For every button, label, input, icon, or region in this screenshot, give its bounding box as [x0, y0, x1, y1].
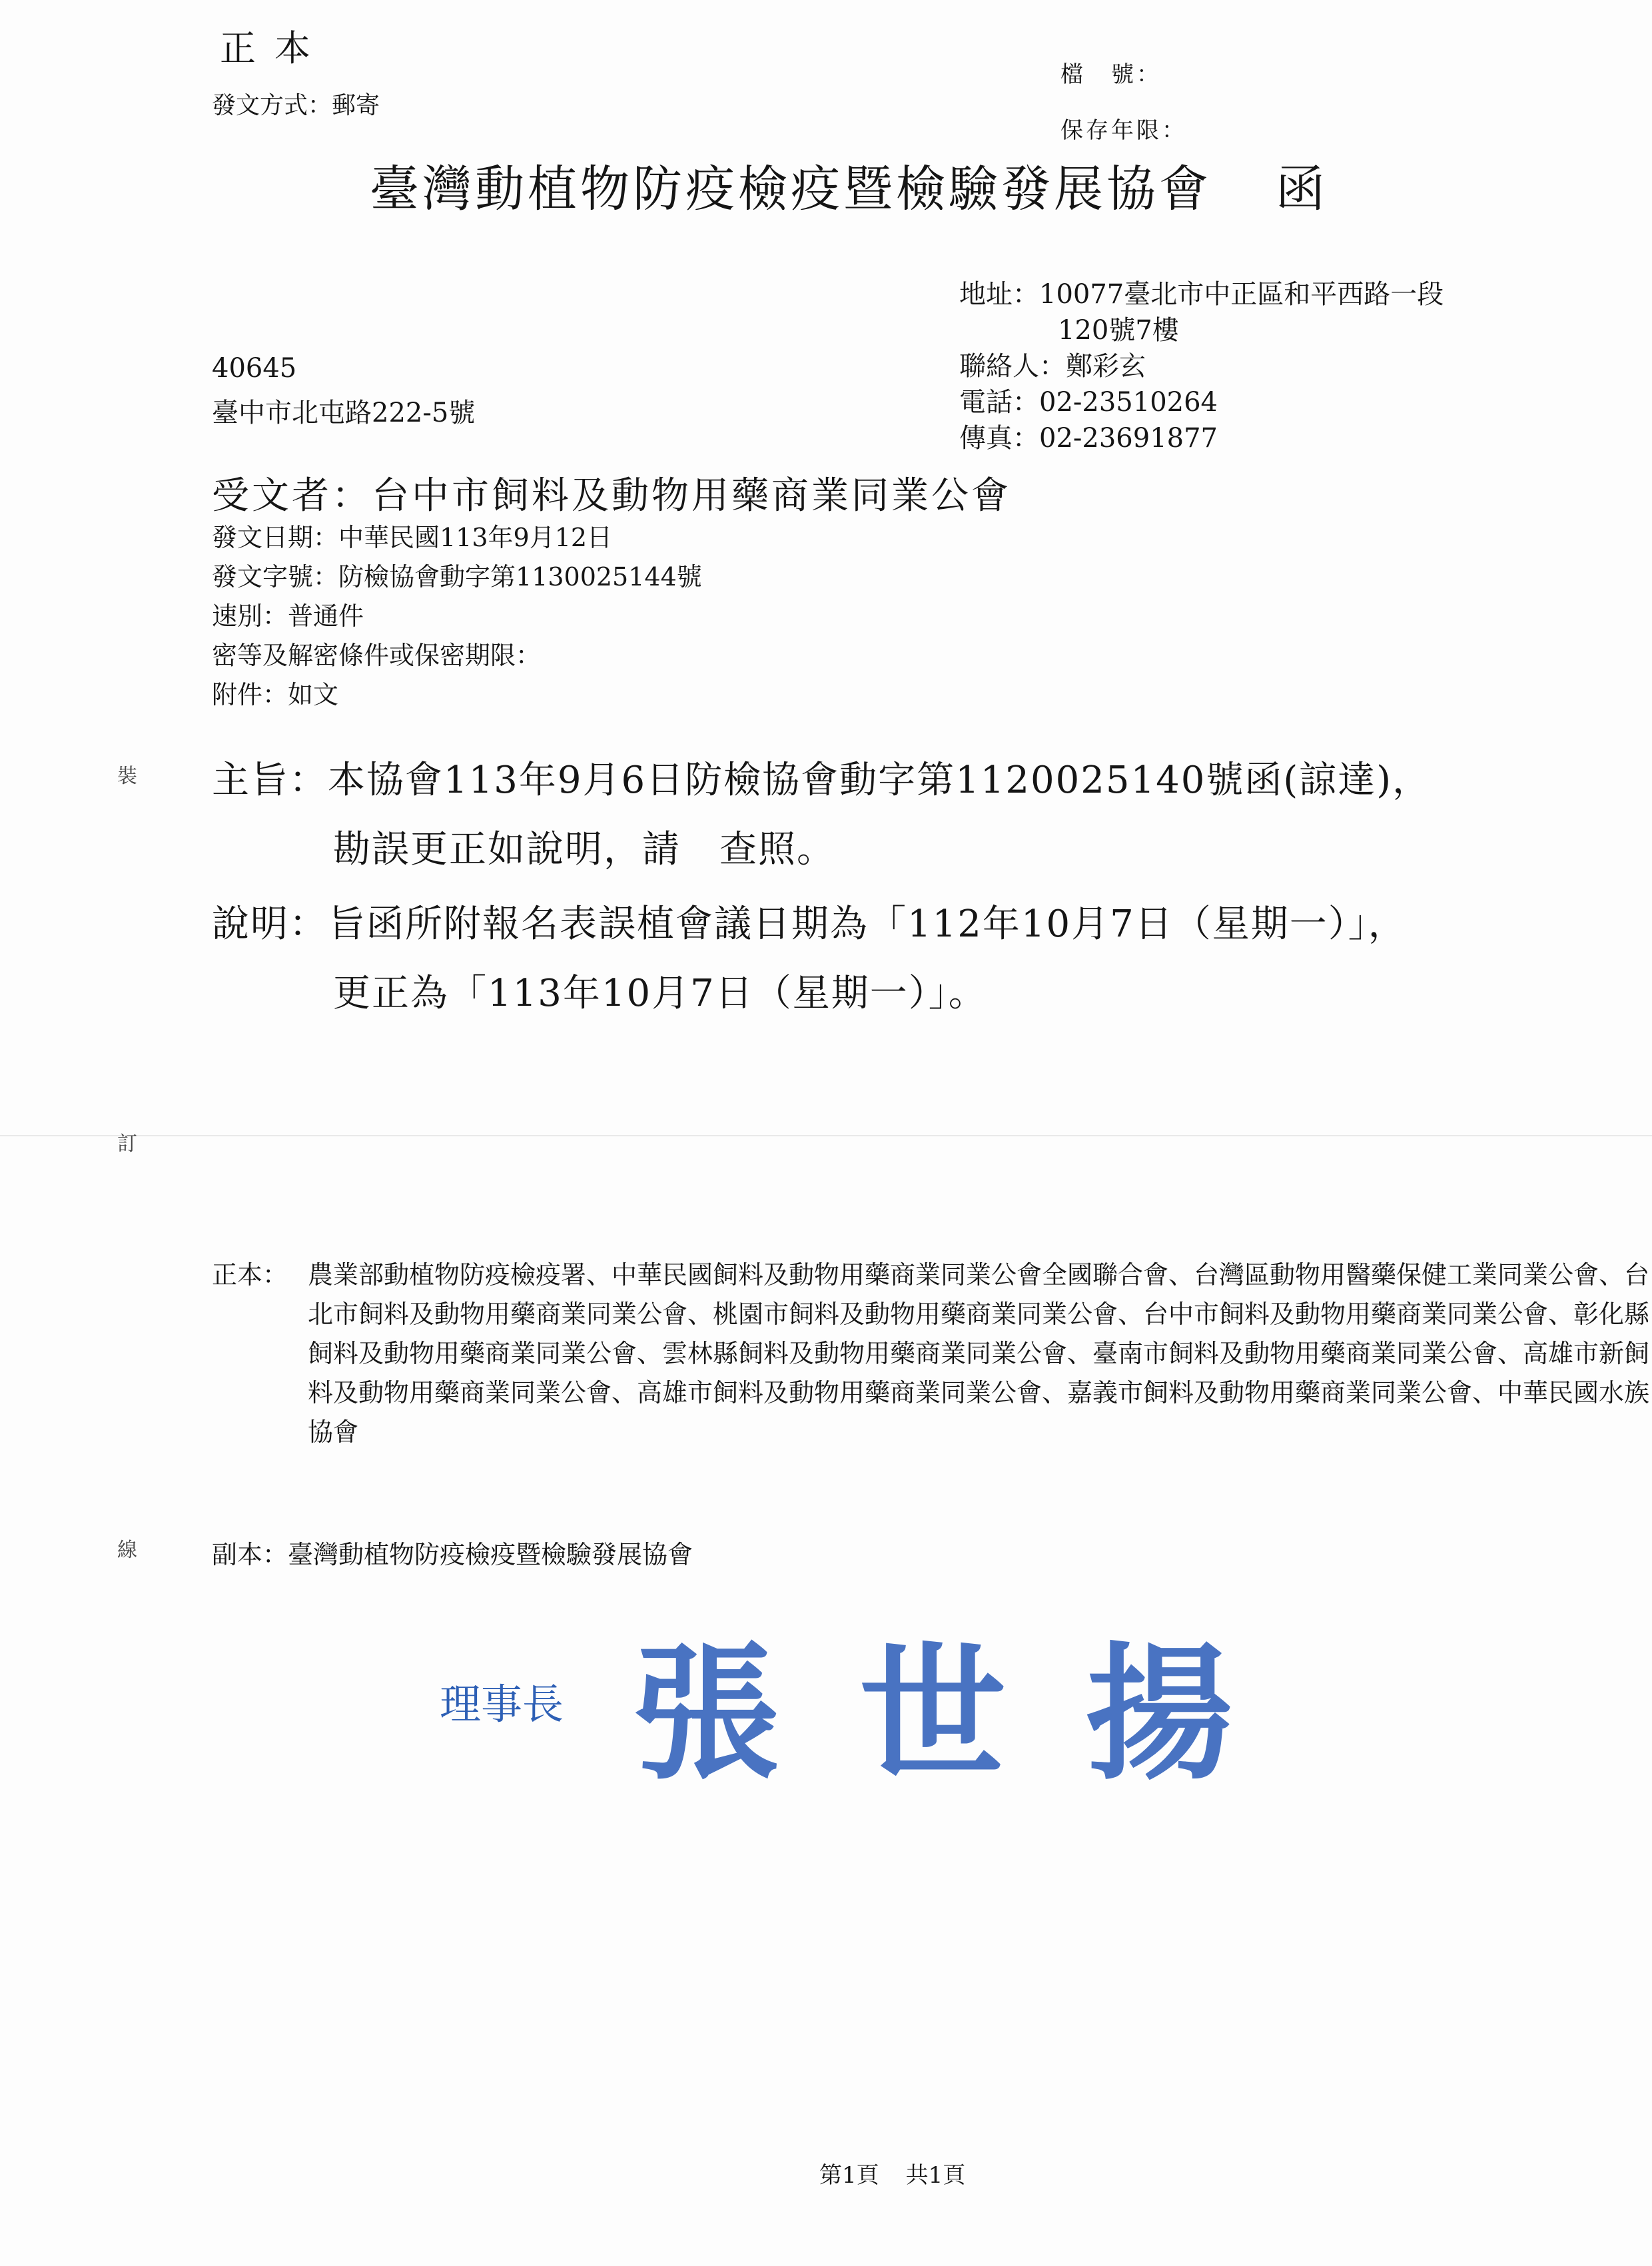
recipient-address: 臺中市北屯路222-5號: [212, 398, 476, 428]
retention-period: 保存年限：: [1060, 117, 1187, 144]
sender-phone: 電話：02-23510264: [959, 387, 1218, 418]
distribution-original-list: 農業部動植物防疫檢疫署、中華民國飼料及動物用藥商業同業公會全國聯合會、台灣區動物用醫藥保健工業同業公會、台北市飼料及動物用藥商業同業公會、桃園市飼料及動物用藥商業同業公會、台中市飼料及動物用藥商業同業公會、彰化縣飼料及動物用藥商業同業公會、雲林縣飼料及動物用藥商業同業公會、臺南市飼料及動物用藥商業同業公會、高雄市新飼料及動物用藥商業同業公會、高雄市飼料及動物用藥商業同業公會、嘉義市飼料及動物用藥商業同業公會、中華民國水族協會: [308, 1260, 1650, 1447]
issue-date: 發文日期：中華民國113年9月12日: [212, 523, 613, 552]
signature-name: 張世揚: [633, 1627, 1232, 1800]
sender-fax: 傳真：02-23691877: [959, 423, 1218, 454]
distribution-original-label: 正本：: [212, 1260, 288, 1290]
signature-title: 理事長: [440, 1680, 564, 1728]
document-type: 函: [1276, 161, 1328, 218]
page-number: 第1頁: [819, 2162, 879, 2189]
send-method: 發文方式：郵寄: [212, 92, 380, 119]
sender-address-cont: 120號7樓: [1058, 315, 1179, 346]
binding-mark-bind: 裝: [117, 765, 137, 788]
binding-mark-line: 線: [117, 1539, 137, 1562]
archive-number: 檔 號：: [1060, 61, 1162, 88]
attachment: 附件：如文: [212, 680, 339, 709]
subject-line-1: 主旨：本協會113年9月6日防檢協會動字第1120025140號函(諒達)，: [212, 759, 1432, 802]
document-title: [370, 150, 1328, 220]
sender-contact: 聯絡人：鄭彩玄: [959, 351, 1146, 382]
secrecy-level: 密等及解密條件或保密期限：: [212, 641, 542, 670]
recipient: 受文者：台中市飼料及動物用藥商業同業公會: [212, 474, 1011, 518]
binding-mark-staple: 訂: [117, 1132, 137, 1156]
organization-name: 臺灣動植物防疫檢疫暨檢驗發展協會: [370, 161, 1212, 218]
delivery-speed: 速別：普通件: [212, 601, 364, 631]
document-meta: [212, 518, 702, 715]
explanation-line-1: 說明：旨函所附報名表誤植會議日期為「112年10月7日（星期一）」，: [212, 903, 1407, 946]
recipient-zip: 40645: [212, 353, 297, 384]
sender-address: 地址：10077臺北市中正區和平西路一段: [959, 279, 1444, 310]
page-footer: [819, 2157, 965, 2189]
paper-fold-line: [0, 1135, 1652, 1136]
explanation-line-2: 更正為「113年10月7日（星期一）」。: [333, 972, 987, 1015]
distribution-copy: 副本：臺灣動植物防疫檢疫暨檢驗發展協會: [212, 1540, 693, 1569]
signature-stamp: [440, 1605, 1266, 1805]
subject-line-2: 勘誤更正如說明，請 查照。: [333, 828, 835, 871]
sender-info: [959, 276, 1444, 456]
copy-mark: 正本: [220, 27, 329, 69]
reference-number: 發文字號：防檢協會動字第1130025144號: [212, 562, 702, 591]
page-total: 共1頁: [905, 2162, 966, 2189]
